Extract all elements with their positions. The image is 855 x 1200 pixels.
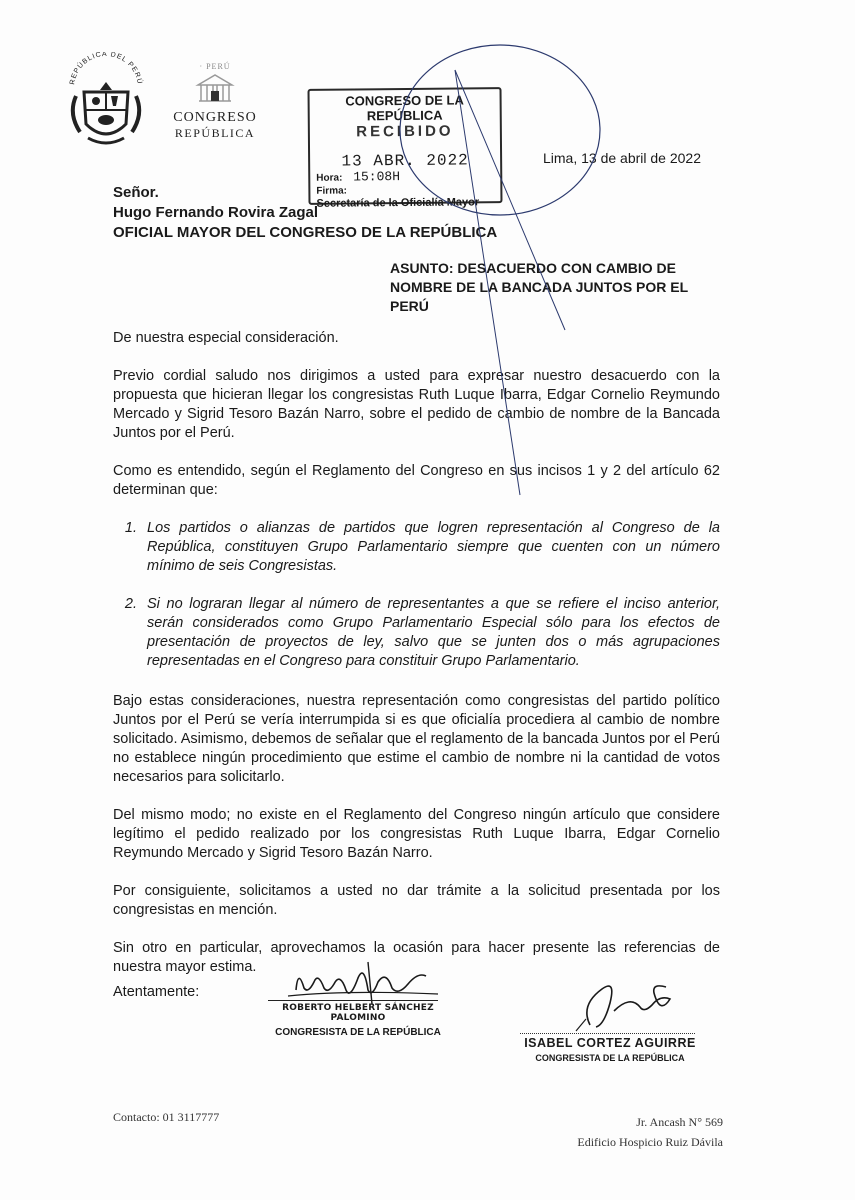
addressee-block <box>113 183 497 243</box>
stamp-status: RECIBIDO <box>356 122 454 141</box>
stamp-hora-value: 15:08H <box>353 169 401 185</box>
footer-address-line2: Edificio Hospicio Ruiz Dávila <box>577 1135 723 1149</box>
regulation-list <box>113 519 720 671</box>
paragraph-4: Del mismo modo; no existe en el Reglamento del Congreso ningún artículo que considere legítimo el pedido realizado por los congresistas Ruth Luque Ibarra, Edgar Cornelio Reymundo Mercado y Sigrid Tesoro Bazán Narro. <box>113 807 720 861</box>
letter-body <box>113 329 720 996</box>
footer-address-line1: Jr. Ancash N° 569 <box>636 1115 723 1129</box>
paragraph-5: Por consiguiente, solicitamos a usted no dar trámite a la solicitud presentada por los congresistas en mención. <box>113 883 720 918</box>
logo-small-text: · PERÚ <box>199 62 231 71</box>
signature-block-2 <box>520 975 700 1063</box>
signatory-name-2: ISABEL CORTEZ AGUIRRE <box>524 1036 696 1050</box>
paragraph-2: Como es entendido, según el Reglamento del Congreso en sus incisos 1 y 2 del artículo 62 determinan que: <box>113 463 720 498</box>
list-item: 1. Los partidos o alianzas de partidos que logren representación al Congreso de la República, constituyen Grupo Parlamentario siempre que cuenten con un número mínimo de seis Congresistas. <box>141 519 720 576</box>
list-item: 2. Si no lograran llegar al número de representantes a que se refiere el inciso anterior, serán considerados como Grupo Parlamentario Especial sólo para los efectos de presentación de proyectos de ley, salvo que se junten dos o más agrupaciones representadas en el Congreso para constituir Grupo Parlamentario. <box>141 595 720 671</box>
signatory-name-1: ROBERTO HELBERT SÁNCHEZ PALOMINO <box>282 1003 434 1023</box>
subject: ASUNTO: DESACUERDO CON CAMBIO DE NOMBRE DE LA BANCADA JUNTOS POR EL PERÚ <box>390 260 688 314</box>
paragraph-1: Previo cordial saludo nos dirigimos a usted para expresar nuestro desacuerdo con la propuesta que hicieran llegar los congresistas Ruth Luque Ibarra, Edgar Cornelio Reymundo Mercado y Sigrid Tesoro Bazán Narro, sobre el pedido de cambio de nombre de la Bancada Juntos por el Perú. <box>113 368 720 441</box>
stamp-firma-label: Firma: <box>316 185 348 197</box>
stamp-hora-label: Hora: <box>316 172 343 184</box>
place-date: Lima, 13 de abril de 2022 <box>543 150 701 166</box>
logo-line2: REPÚBLICA <box>174 126 256 140</box>
greeting: De nuestra especial consideración. <box>113 330 339 346</box>
congreso-logo <box>165 62 265 141</box>
salutation: Señor. <box>113 184 159 201</box>
svg-text:REPÚBLICA DEL PERÚ: REPÚBLICA DEL PERÚ <box>69 52 143 86</box>
handwritten-signature-1 <box>268 960 448 1006</box>
coat-of-arms-logo <box>66 52 146 152</box>
logo-line1: CONGRESO <box>173 110 257 125</box>
closing: Atentamente: <box>113 984 200 1000</box>
handwritten-signature-2 <box>520 975 700 1035</box>
stamp-office: Secretaría de la Oficialía Mayor <box>316 196 480 210</box>
paragraph-3: Bajo estas consideraciones, nuestra representación como congresistas del partido político Juntos por el Perú se vería interrumpida si es que oficialía procediera al cambio de nombre solicitado. Asimismo, debemos de señalar que el reglamento de la bancada Juntos por el Perú no establece ningún procedimiento que estime el cambio de nombre ni la cantidad de votos necesarios para solicitarlo. <box>113 693 720 785</box>
stamp-date: 13 ABR. 2022 <box>341 151 469 171</box>
signatory-title-2: CONGRESISTA DE LA REPÚBLICA <box>535 1053 685 1063</box>
paragraph-6: Sin otro en particular, aprovechamos la ocasión para hacer presente las referencias de nuestra mayor estima. <box>113 940 720 975</box>
footer-address <box>548 1112 723 1152</box>
footer-contact: Contacto: 01 3117777 <box>113 1110 220 1124</box>
recipient-name: Hugo Fernando Rovira Zagal <box>113 204 319 221</box>
coat-of-arms-icon <box>66 52 146 152</box>
signature-block-1 <box>268 960 448 1038</box>
recipient-title: OFICIAL MAYOR DEL CONGRESO DE LA REPÚBLICA <box>113 224 498 241</box>
stamp-org: CONGRESO DE LA REPÚBLICA <box>345 92 464 124</box>
congress-building-icon <box>195 71 235 105</box>
signatory-title-1: CONGRESISTA DE LA REPÚBLICA <box>275 1027 441 1038</box>
